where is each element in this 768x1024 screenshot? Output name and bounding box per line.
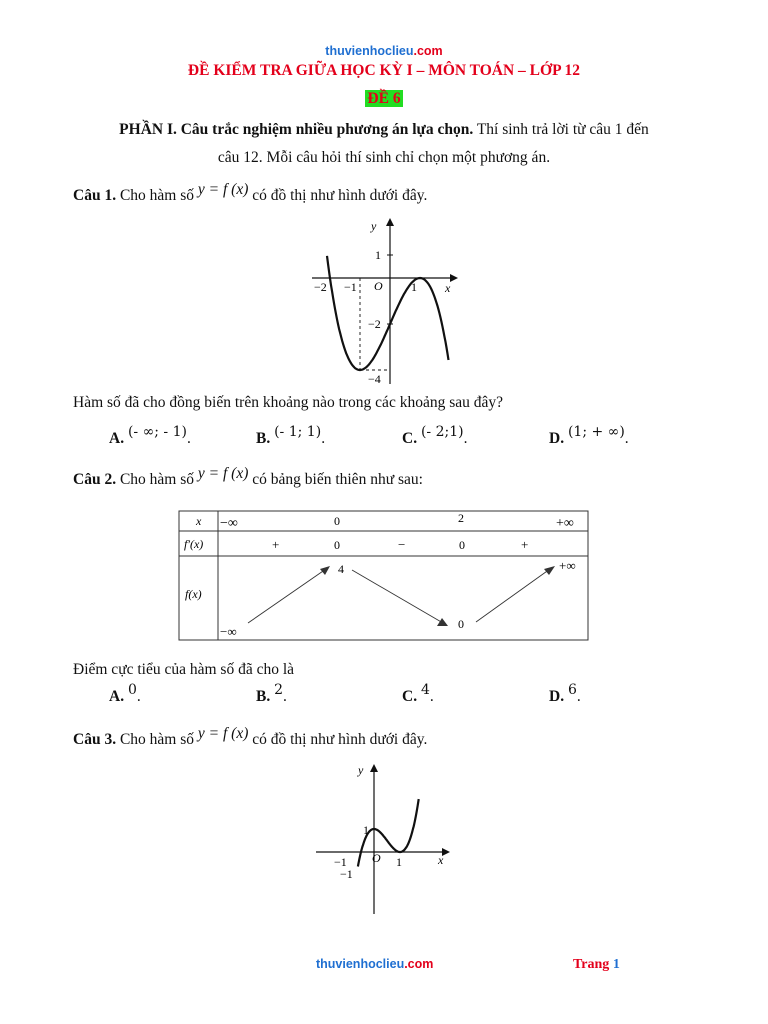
- q1-axis-y-label: y: [371, 219, 377, 233]
- q2-stem: [73, 466, 423, 494]
- page-label: Trang: [573, 957, 613, 972]
- x-value-3: +∞: [556, 516, 574, 531]
- q1-xtick-label-0: −2: [314, 280, 327, 294]
- q3-origin-label: O: [372, 851, 381, 865]
- q3-axis-x-label: x: [438, 853, 444, 867]
- option-label: D.: [549, 430, 565, 447]
- q1-option-c[interactable]: C. (- 2;1).: [402, 424, 468, 447]
- q2-text-after: có bảng biến thiên như sau:: [248, 471, 423, 488]
- fprime-value-0: +: [272, 537, 280, 552]
- q3-xtick-label-1: 1: [396, 855, 402, 869]
- x-value-2: 2: [458, 511, 464, 525]
- exam-code: ĐỀ 6: [367, 90, 401, 107]
- q3-label: Câu 3.: [73, 731, 117, 748]
- arrow-down: [352, 570, 443, 623]
- page-number: 1: [612, 957, 620, 972]
- row-fprime-head: f′(x): [184, 537, 204, 551]
- fprime-value-2: −: [398, 537, 406, 552]
- f-value-2: 0: [458, 617, 464, 631]
- option-label: B.: [256, 430, 271, 447]
- q2-option-b[interactable]: B. 2.: [256, 682, 287, 705]
- option-label: C.: [402, 688, 418, 705]
- option-value: 0: [127, 682, 137, 698]
- exam-title: ĐỀ KIỂM TRA GIỮA HỌC KỲ I – MÔN TOÁN – LỚP 12: [187, 62, 581, 79]
- q1-text-after: có đồ thị như hình dưới đây.: [248, 187, 428, 204]
- x-value-0: −∞: [220, 516, 238, 531]
- q3-stem: [73, 726, 427, 754]
- q2-option-a[interactable]: A. 0.: [109, 682, 141, 705]
- q2-variation-table: [178, 510, 590, 642]
- footer-site-tld: .com: [404, 957, 434, 971]
- q3-ytick-label-1: −1: [340, 867, 353, 881]
- q2-func: y = f (x): [197, 465, 249, 482]
- row-x-head: x: [196, 514, 202, 528]
- q1-graph: [300, 212, 470, 392]
- x-value-1: 0: [334, 514, 340, 528]
- arrow-up-1-head-icon: [320, 566, 330, 575]
- f-value-0: −∞: [220, 624, 237, 639]
- option-label: A.: [109, 688, 125, 705]
- q1-ytick-label-1: −2: [368, 317, 381, 331]
- q1-ytick-label-2: −4: [368, 372, 381, 386]
- q1-origin-label: O: [374, 279, 383, 293]
- f-value-3: +∞: [559, 558, 576, 573]
- part1-instruction-2: câu 12. Mỗi câu hỏi thí sinh chỉ chọn một phương án.: [217, 149, 551, 166]
- q3-text-before: Cho hàm số: [116, 731, 198, 748]
- site-header: [0, 44, 768, 58]
- option-label: D.: [549, 688, 565, 705]
- q3-ytick-label-0: 1: [363, 823, 369, 837]
- option-value: 6: [567, 682, 577, 698]
- arrow-up-1: [248, 569, 326, 623]
- fprime-value-1: 0: [334, 538, 340, 552]
- q2-label: Câu 2.: [73, 471, 117, 488]
- q1-axis-x-label: x: [445, 281, 451, 295]
- q1-question: Hàm số đã cho đồng biến trên khoảng nào trong các khoảng sau đây?: [73, 394, 503, 411]
- q2-text-before: Cho hàm số: [116, 471, 198, 488]
- table-border: [179, 511, 588, 640]
- option-value: (1; + ∞): [567, 424, 625, 440]
- q3-func: y = f (x): [197, 725, 249, 742]
- q1-xtick-label-2: 1: [411, 280, 417, 294]
- option-label: B.: [256, 688, 271, 705]
- part1-heading: PHẦN I. Câu trắc nghiệm nhiều phương án lựa chọn.: [119, 121, 474, 138]
- option-value: 2: [274, 682, 284, 698]
- q3-axis-y-label: y: [358, 763, 364, 777]
- fprime-value-4: +: [521, 537, 529, 552]
- exam-code-wrap: [0, 90, 768, 108]
- f-value-1: 4: [338, 562, 344, 576]
- q2-option-c[interactable]: C. 4.: [402, 682, 434, 705]
- row-f-head: f(x): [185, 587, 202, 601]
- footer-page: [573, 957, 620, 973]
- q1-text-before: Cho hàm số: [116, 187, 198, 204]
- site-tld: .com: [413, 44, 443, 58]
- option-value: 4: [420, 682, 430, 698]
- q2-question: Điểm cực tiểu của hàm số đã cho là: [73, 661, 295, 678]
- q1-option-a[interactable]: A. (- ∞; - 1).: [109, 424, 191, 447]
- q3-graph: [310, 758, 460, 918]
- option-label: C.: [402, 430, 418, 447]
- q1-option-b[interactable]: B. (- 1; 1).: [256, 424, 326, 447]
- q1-ytick-label-0: 1: [375, 248, 381, 262]
- q1-option-d[interactable]: D. (1; + ∞).: [549, 424, 629, 447]
- footer-site: [316, 957, 433, 971]
- q1-label: Câu 1.: [73, 187, 117, 204]
- q1-func: y = f (x): [197, 181, 249, 198]
- q1-xtick-label-1: −1: [344, 280, 357, 294]
- q3-text-after: có đồ thị như hình dưới đây.: [248, 731, 428, 748]
- part1-line1: [0, 116, 768, 144]
- arrow-down-head-icon: [437, 618, 448, 626]
- fprime-value-3: 0: [459, 538, 465, 552]
- arrow-up-2-head-icon: [544, 566, 555, 575]
- option-value: (- 1; 1): [274, 424, 322, 440]
- q3-xtick-label-0: −1: [334, 855, 347, 869]
- footer-site-name: thuvienhoclieu: [316, 957, 405, 971]
- q1-curve: [327, 256, 449, 370]
- site-name: thuvienhoclieu: [325, 44, 414, 58]
- q1-y-arrow-icon: [386, 218, 394, 226]
- q1-x-arrow-icon: [450, 274, 458, 282]
- option-value: (- ∞; - 1): [127, 424, 187, 440]
- q2-option-d[interactable]: D. 6.: [549, 682, 581, 705]
- part1-instruction-1: Thí sinh trả lời từ câu 1 đến: [473, 121, 649, 138]
- arrow-up-2: [476, 569, 550, 622]
- q3-y-arrow-icon: [370, 764, 378, 772]
- option-value: (- 2;1): [420, 424, 464, 440]
- q1-stem: [73, 182, 427, 210]
- option-label: A.: [109, 430, 125, 447]
